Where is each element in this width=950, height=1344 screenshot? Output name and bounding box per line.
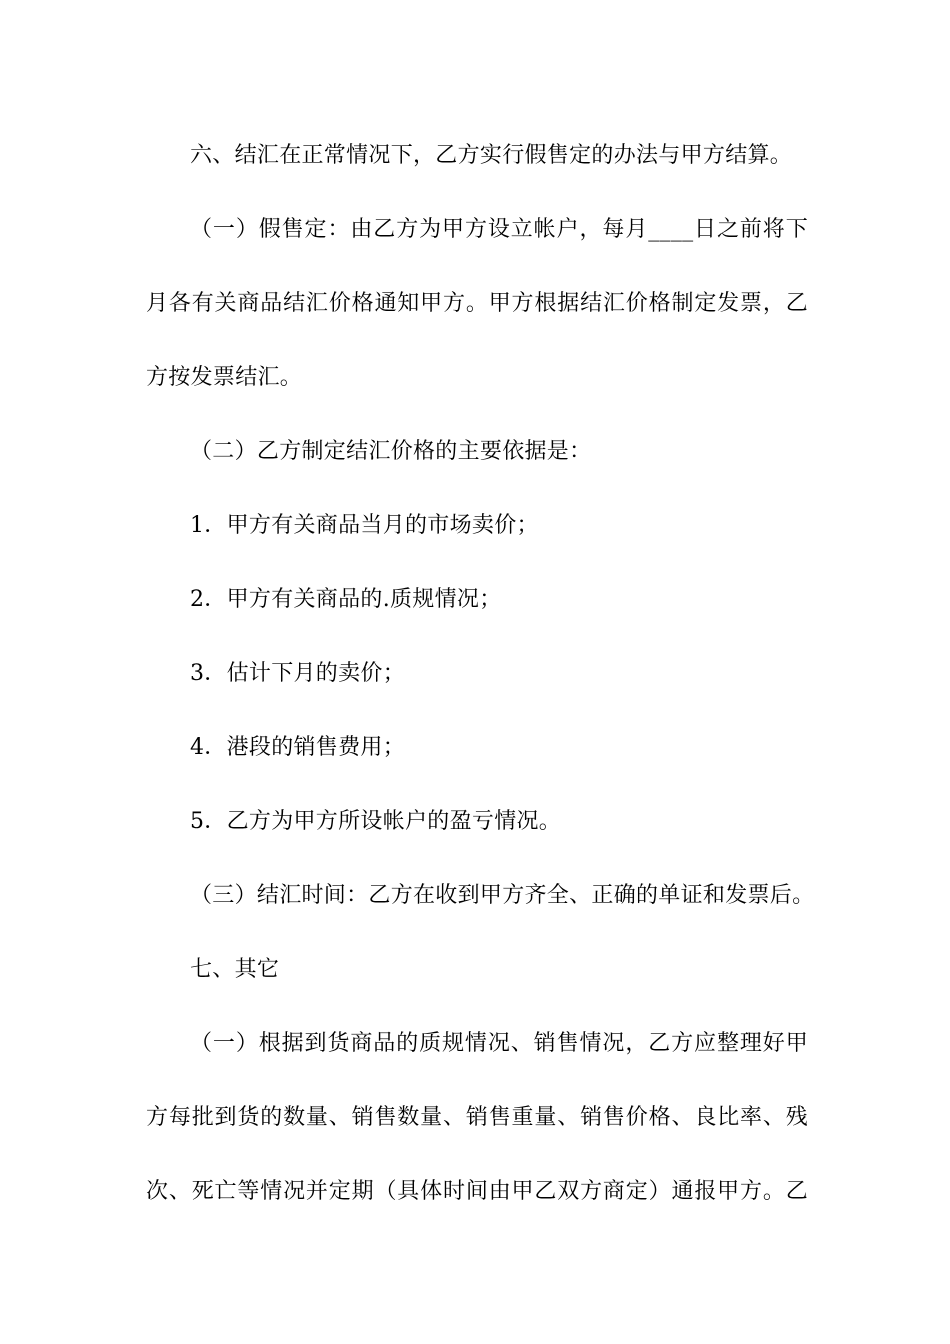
paragraph-4-line-2: 方每批到货的数量、销售数量、销售重量、销售价格、良比率、残 [146, 1105, 808, 1130]
paragraph-1-line-2: 月各有关商品结汇价格通知甲方。甲方根据结汇价格制定发票，乙 [146, 291, 808, 316]
paragraph-4-line-1: （一）根据到货商品的质规情况、销售情况，乙方应整理好甲 [190, 1031, 808, 1056]
document-page [146, 128, 815, 1238]
section-seven-heading: 七、其它 [190, 957, 280, 982]
list-item-1: 1．甲方有关商品当月的市场卖价； [190, 513, 539, 538]
list-item-5: 5．乙方为甲方所设帐户的盈亏情况。 [190, 809, 562, 834]
paragraph-1-line-3: 方按发票结汇。 [146, 365, 303, 390]
list-item-2: 2．甲方有关商品的.质规情况； [190, 587, 502, 612]
list-item-3: 3．估计下月的卖价； [190, 661, 405, 686]
paragraph-1-line-1: （一）假售定：由乙方为甲方设立帐户，每月____日之前将下 [190, 217, 808, 242]
paragraph-2: （二）乙方制定结汇价格的主要依据是： [190, 439, 592, 464]
paragraph-3: （三）结汇时间：乙方在收到甲方齐全、正确的单证和发票后。 [190, 883, 815, 908]
section-six-heading: 六、结汇在正常情况下，乙方实行假售定的办法与甲方结算。 [190, 143, 793, 168]
list-item-4: 4．港段的销售费用； [190, 735, 405, 760]
paragraph-4-line-3: 次、死亡等情况并定期（具体时间由甲乙双方商定）通报甲方。乙 [146, 1179, 808, 1204]
